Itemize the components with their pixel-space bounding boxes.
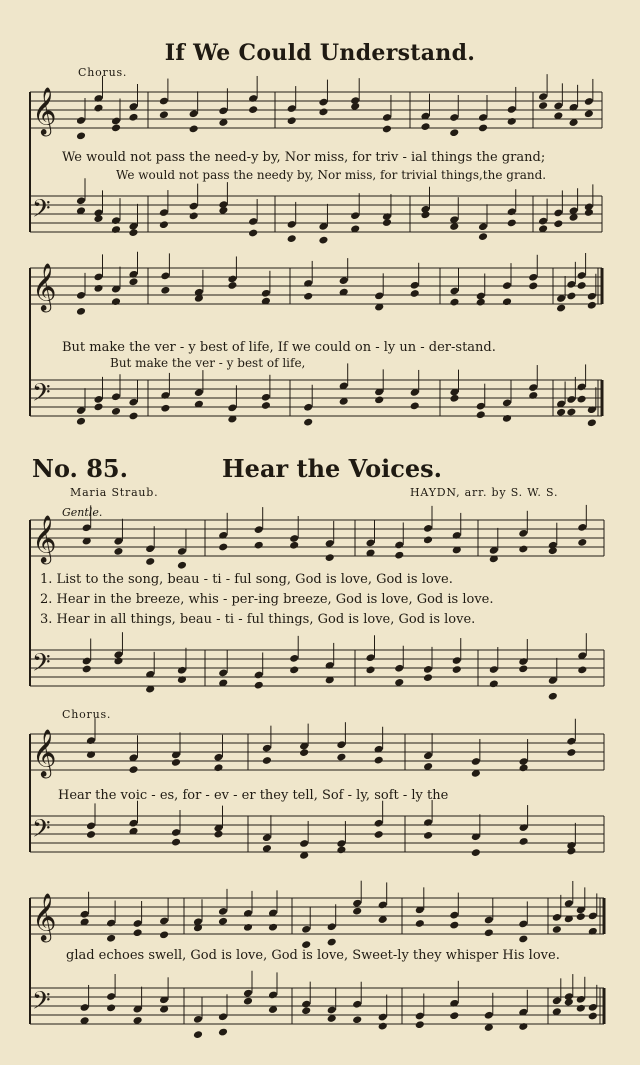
note-head — [76, 131, 86, 140]
treble-clef-icon: 𝄞 — [32, 262, 57, 311]
note-head — [133, 928, 143, 937]
note-head — [489, 679, 499, 688]
note-head — [449, 128, 459, 137]
note-head — [289, 541, 299, 550]
note-head — [111, 297, 121, 306]
note-head — [519, 763, 529, 772]
note-head — [452, 665, 462, 674]
note-head — [171, 838, 181, 847]
note-head — [128, 113, 138, 122]
note-head — [566, 748, 576, 757]
hymn2-verse-3: 3. Hear in all things, beau - ti - ful things, God is love, God is love. — [40, 612, 476, 627]
note-head — [556, 304, 566, 313]
note-head — [584, 208, 594, 217]
note-head — [76, 417, 86, 426]
note-head — [449, 298, 459, 307]
hymn2-chorus-line-1: Hear the voic - es, for - ev - er they tell, Sof - ly, soft - ly the — [58, 788, 449, 803]
note-head — [287, 234, 297, 243]
hymn2-number: No. 85. — [32, 454, 128, 483]
note-head — [318, 107, 328, 116]
note-head — [189, 124, 199, 133]
note-head — [325, 553, 335, 562]
note-head — [584, 109, 594, 118]
note-head — [577, 281, 587, 290]
note-head — [471, 848, 481, 857]
note-head — [410, 401, 420, 410]
hymn1-sys1-lyric-top: We would not pass the need-y by, Nor miss, for triv - ial things the grand; — [62, 150, 546, 165]
note-head — [566, 408, 576, 417]
hymn1-sys1-lyric-bottom: We would not pass the needy by, Nor miss, for trivial things,the grand. — [116, 168, 547, 182]
note-head — [423, 535, 433, 544]
note-head — [576, 1004, 586, 1013]
note-head — [423, 673, 433, 682]
hymn2-tempo: Gentle. — [62, 506, 103, 519]
note-head — [299, 748, 309, 757]
note-head — [336, 753, 346, 762]
hymn2-verse-1: 1. List to the song, beau - ti - ful song, God is love, God is love. — [40, 572, 453, 587]
note-head — [478, 123, 488, 132]
note-head — [113, 547, 123, 556]
note-head — [327, 938, 337, 947]
note-head — [248, 105, 258, 114]
note-head — [587, 301, 597, 310]
note-head — [106, 1003, 116, 1012]
note-head — [301, 1006, 311, 1015]
note-head — [160, 404, 170, 413]
note-head — [528, 391, 538, 400]
note-head — [576, 912, 586, 921]
note-head — [538, 101, 548, 110]
note-head — [588, 1012, 598, 1021]
note-head — [93, 402, 103, 411]
hymn2-chorus2-treble — [30, 898, 604, 934]
note-head — [128, 412, 138, 421]
note-head — [160, 286, 170, 295]
note-head — [518, 934, 528, 943]
treble-clef-icon: 𝄞 — [32, 728, 57, 777]
note-head — [111, 123, 121, 132]
note-head — [93, 214, 103, 223]
note-head — [287, 116, 297, 125]
hymn2-chorus1-bass — [30, 816, 604, 852]
note-head — [518, 1022, 528, 1031]
bass-clef-icon: 𝄢 — [32, 378, 51, 413]
treble-clef-icon: 𝄞 — [32, 86, 57, 135]
note-head — [82, 665, 92, 674]
note-head — [145, 557, 155, 566]
note-head — [374, 756, 384, 765]
hymn2-chorus2-bass — [30, 988, 604, 1024]
note-head — [268, 923, 278, 932]
hymn2-chorus-line-2: glad echoes swell, God is love, God is love, Sweet-ly they whisper His love. — [66, 948, 560, 963]
note-head — [289, 665, 299, 674]
note-head — [213, 830, 223, 839]
note-head — [86, 750, 96, 759]
hymn2-chorus-label: Chorus. — [62, 708, 112, 721]
note-head — [587, 418, 597, 427]
note-head — [577, 665, 587, 674]
note-head — [365, 665, 375, 674]
note-head — [218, 206, 228, 215]
note-head — [128, 277, 138, 286]
note-head — [518, 545, 528, 554]
note-head — [350, 102, 360, 111]
note-head — [254, 541, 264, 550]
note-head — [484, 928, 494, 937]
note-head — [566, 292, 576, 301]
note-head — [478, 232, 488, 241]
bass-clef-icon: 𝄢 — [32, 648, 51, 683]
bass-clef-icon: 𝄢 — [32, 194, 51, 229]
note-head — [111, 407, 121, 416]
note-head — [93, 284, 103, 293]
note-head — [159, 930, 169, 939]
note-head — [374, 830, 384, 839]
note-head — [218, 543, 228, 552]
hymn2-title: Hear the Voices. — [222, 454, 442, 483]
note-head — [171, 758, 181, 767]
note-head — [420, 122, 430, 131]
note-head — [548, 546, 558, 555]
note-head — [189, 211, 199, 220]
note-head — [577, 395, 587, 404]
note-head — [261, 401, 271, 410]
note-head — [553, 219, 563, 228]
hymn2-composer: HAYDN, arr. by S. W. S. — [410, 486, 559, 499]
note-head — [193, 1030, 203, 1039]
note-head — [128, 765, 138, 774]
note-head — [106, 934, 116, 943]
note-head — [502, 297, 512, 306]
note-head — [254, 681, 264, 690]
note-head — [476, 298, 486, 307]
note-head — [352, 907, 362, 916]
note-head — [243, 923, 253, 932]
hymn2-author: Maria Straub. — [70, 486, 159, 499]
note-head — [352, 1015, 362, 1024]
note-head — [218, 917, 228, 926]
note-head — [564, 998, 574, 1007]
note-head — [518, 664, 528, 673]
note-head — [502, 414, 512, 423]
note-head — [420, 210, 430, 219]
note-head — [577, 538, 587, 547]
hymn2-chorus1-treble — [30, 734, 604, 770]
bass-clef-icon: 𝄢 — [32, 814, 51, 849]
note-head — [552, 925, 562, 934]
note-head — [449, 394, 459, 403]
note-head — [519, 837, 529, 846]
note-head — [227, 281, 237, 290]
note-head — [218, 1028, 228, 1037]
note-head — [415, 1020, 425, 1029]
note-head — [378, 1022, 388, 1031]
note-head — [410, 289, 420, 298]
note-head — [528, 281, 538, 290]
note-head — [507, 117, 517, 126]
note-head — [159, 220, 169, 229]
note-head — [303, 292, 313, 301]
note-head — [86, 830, 96, 839]
note-head — [128, 228, 138, 237]
note-head — [93, 104, 103, 113]
note-head — [507, 218, 517, 227]
hymn2-verse-2: 2. Hear in the breeze, whis - per-ing breeze, God is love, God is love. — [40, 592, 494, 607]
note-head — [243, 997, 253, 1006]
hymn1-chorus-label: Chorus. — [78, 66, 128, 79]
note-head — [476, 410, 486, 419]
note-head — [374, 395, 384, 404]
note-head — [213, 763, 223, 772]
bass-clef-icon: 𝄢 — [32, 986, 51, 1021]
note-head — [382, 218, 392, 227]
note-head — [318, 236, 328, 245]
note-head — [556, 408, 566, 417]
note-head — [177, 561, 187, 570]
note-head — [262, 756, 272, 765]
note-head — [76, 307, 86, 316]
note-head — [113, 657, 123, 666]
note-head — [415, 919, 425, 928]
note-head — [449, 1011, 459, 1020]
note-head — [548, 692, 558, 701]
note-head — [382, 125, 392, 134]
note-head — [394, 551, 404, 560]
treble-clef-icon: 𝄞 — [32, 892, 57, 941]
note-head — [303, 418, 313, 427]
hymn1-title: If We Could Understand. — [164, 40, 476, 66]
note-head — [159, 110, 169, 119]
treble-clef-icon: 𝄞 — [32, 514, 57, 563]
hymn1-sys2-lyric-top: But make the ver - y best of life, If we could on - ly un - der-stand. — [62, 340, 496, 355]
note-head — [336, 845, 346, 854]
note-head — [566, 847, 576, 856]
note-head — [449, 921, 459, 930]
note-head — [111, 225, 121, 234]
hymn1-sys2-lyric-bottom: But make the ver - y best of life, — [110, 356, 306, 370]
note-head — [248, 229, 258, 238]
note-head — [423, 831, 433, 840]
